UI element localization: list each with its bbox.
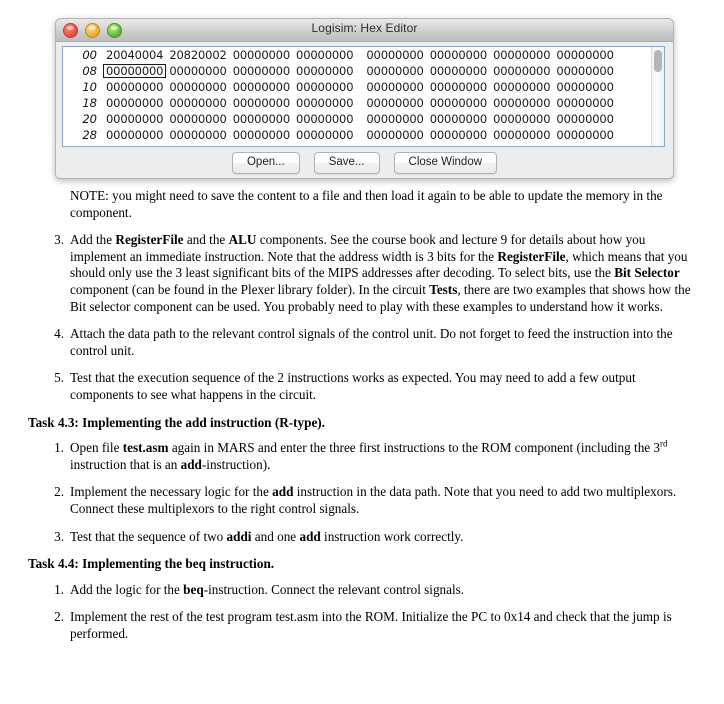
task-4-2-list — [0, 232, 724, 403]
list-item — [0, 232, 724, 315]
hex-cell[interactable]: 00000000 — [106, 112, 164, 126]
hex-cell-group — [103, 112, 617, 126]
hex-cell[interactable]: 00000000 — [296, 96, 354, 110]
hex-cell[interactable]: 00000000 — [366, 48, 424, 62]
hex-row[interactable] — [63, 96, 652, 112]
hex-cell[interactable]: 00000000 — [169, 64, 227, 78]
hex-cell[interactable]: 00000000 — [556, 48, 614, 62]
list-item — [0, 529, 724, 546]
task-4-4-heading: Task 4.4: Implementing the beq instruction. — [28, 556, 275, 572]
hex-cell[interactable]: 00000000 — [366, 64, 424, 78]
hex-row-address: 10 — [82, 80, 97, 94]
hex-cell[interactable]: 00000000 — [296, 112, 354, 126]
hex-editor-button-bar — [56, 152, 673, 174]
list-item-text: Open file test.asm again in MARS and enter the three first instructions to the ROM component (including the 3rd instruction that is an add-instruction). — [70, 438, 668, 472]
hex-cell[interactable]: 20040004 — [106, 48, 164, 62]
hex-editor-view[interactable] — [62, 46, 665, 147]
list-item-text: Implement the rest of the test program test.asm into the ROM. Initialize the PC to 0x14 and check that the jump is performed. — [70, 609, 672, 641]
hex-cell[interactable]: 00000000 — [493, 64, 551, 78]
list-item-number: 2. — [54, 484, 64, 500]
hex-row[interactable] — [63, 112, 652, 128]
hex-cell[interactable]: 20820002 — [169, 48, 227, 62]
hex-cell[interactable]: 00000000 — [366, 112, 424, 126]
list-item — [0, 370, 724, 403]
hex-cell[interactable]: 00000000 — [169, 80, 227, 94]
hex-cell[interactable]: 00000000 — [296, 128, 354, 142]
list-item-text: Add the logic for the beq-instruction. Connect the relevant control signals. — [70, 581, 465, 597]
hex-cell[interactable]: 00000000 — [106, 96, 164, 110]
hex-cell[interactable]: 00000000 — [556, 112, 614, 126]
hex-cell[interactable]: 00000000 — [232, 96, 291, 110]
hex-cell[interactable]: 00000000 — [296, 80, 354, 94]
list-item-number: 1. — [54, 440, 64, 456]
list-item — [0, 609, 724, 642]
hex-cell[interactable]: 00000000 — [232, 112, 291, 126]
hex-cell-group — [103, 128, 617, 142]
hex-cell[interactable]: 00000000 — [366, 96, 424, 110]
hex-cell[interactable]: 00000000 — [106, 80, 164, 94]
hex-cell[interactable]: 00000000 — [169, 128, 227, 142]
hex-cell[interactable]: 00000000 — [493, 96, 551, 110]
list-item — [0, 582, 724, 599]
list-item — [0, 484, 724, 517]
list-item-number: 2. — [54, 609, 64, 625]
hex-cell[interactable]: 00000000 — [429, 96, 488, 110]
hex-cell[interactable]: 00000000 — [296, 64, 354, 78]
list-item-text: Test that the sequence of two addi and one add instruction work correctly. — [70, 528, 464, 544]
list-item — [0, 440, 724, 473]
window-title: Logisim: Hex Editor — [311, 21, 418, 35]
hex-cell[interactable]: 00000000 — [429, 64, 488, 78]
hex-cell[interactable]: 00000000 — [493, 48, 551, 62]
hex-cell[interactable]: 00000000 — [366, 128, 424, 142]
list-item-number: 3. — [54, 232, 64, 248]
hex-row[interactable] — [63, 64, 652, 80]
open-button[interactable]: Open... — [232, 152, 300, 174]
hex-row-address: 08 — [82, 64, 97, 78]
hex-row-address: 18 — [82, 96, 97, 110]
hex-row-address: 00 — [82, 48, 97, 62]
hex-scrollbar-thumb[interactable] — [654, 50, 662, 72]
list-item-text: Attach the data path to the relevant control signals of the control unit. Do not forget to feed the instruction into the control unit. — [70, 326, 673, 358]
note-paragraph: NOTE: you might need to save the content to a file and then load it again to be able to update the memory in the component. — [70, 188, 663, 220]
hex-cell-group — [103, 96, 617, 110]
list-item-number: 5. — [54, 370, 64, 386]
hex-row[interactable] — [63, 128, 652, 144]
hex-cell[interactable]: 00000000 — [169, 96, 227, 110]
list-item-number: 3. — [54, 528, 64, 544]
logisim-hex-editor-window — [55, 18, 674, 179]
task-4-4-list — [0, 582, 724, 643]
hex-scrollbar[interactable] — [651, 47, 664, 146]
list-item-number: 1. — [54, 581, 64, 597]
hex-cell[interactable]: 00000000 — [556, 64, 614, 78]
hex-row-address: 28 — [82, 128, 97, 142]
hex-cell[interactable]: 00000000 — [232, 48, 291, 62]
hex-cell[interactable]: 00000000 — [429, 128, 488, 142]
hex-cell[interactable]: 00000000 — [429, 80, 488, 94]
hex-cell[interactable]: 00000000 — [106, 128, 164, 142]
task-4-3-list — [0, 440, 724, 545]
list-item-text: Test that the execution sequence of the 2 instructions works as expected. You may need to add a few output components to see what happens in the circuit. — [70, 370, 636, 402]
hex-row-list — [63, 47, 652, 144]
hex-cell[interactable]: 00000000 — [556, 128, 614, 142]
assignment-document — [0, 188, 724, 653]
hex-cell-group — [103, 64, 617, 78]
hex-cell[interactable]: 00000000 — [366, 80, 424, 94]
list-item — [0, 326, 724, 359]
hex-cell[interactable]: 00000000 — [103, 64, 166, 78]
list-item-text: Implement the necessary logic for the add instruction in the data path. Note that you need to add two multiplexors. Connect these multiplexors to the right control signals. — [70, 484, 677, 516]
hex-cell-group — [103, 80, 617, 94]
window-titlebar[interactable] — [56, 19, 673, 42]
hex-cell[interactable]: 00000000 — [493, 112, 551, 126]
hex-cell[interactable]: 00000000 — [493, 80, 551, 94]
hex-cell[interactable]: 00000000 — [493, 128, 551, 142]
hex-row[interactable] — [63, 48, 652, 64]
hex-cell[interactable]: 00000000 — [296, 48, 354, 62]
hex-cell[interactable]: 00000000 — [429, 48, 488, 62]
hex-cell[interactable]: 00000000 — [232, 64, 291, 78]
hex-cell[interactable]: 00000000 — [556, 96, 614, 110]
list-item-text: Add the RegisterFile and the ALU components. See the course book and lecture 9 for details about how you implement an immediate instruction. Note that the address width is 3 bits for the RegisterFile, which means that you should only use the 3 least significant bits of the MIPS addresses after decoding. To select bits, use the Bit Selector component (can be found in the Plexer library folder). In the circuit Tests, there are two examples that shows how the Bit selector component can be used. You probably need to play with these examples to understand how it works. — [70, 232, 691, 314]
hex-cell[interactable]: 00000000 — [232, 80, 291, 94]
close-window-button[interactable]: Close Window — [394, 152, 498, 174]
list-item-number: 4. — [54, 326, 64, 342]
save-button[interactable]: Save... — [314, 152, 380, 174]
hex-row-address: 20 — [82, 112, 97, 126]
hex-cell[interactable]: 00000000 — [429, 112, 488, 126]
task-4-3-heading: Task 4.3: Implementing the add instruction (R-type). — [28, 414, 325, 430]
hex-cell[interactable]: 00000000 — [169, 112, 227, 126]
hex-row[interactable] — [63, 80, 652, 96]
hex-cell[interactable]: 00000000 — [232, 128, 291, 142]
hex-cell-group — [103, 48, 617, 62]
hex-cell[interactable]: 00000000 — [556, 80, 614, 94]
